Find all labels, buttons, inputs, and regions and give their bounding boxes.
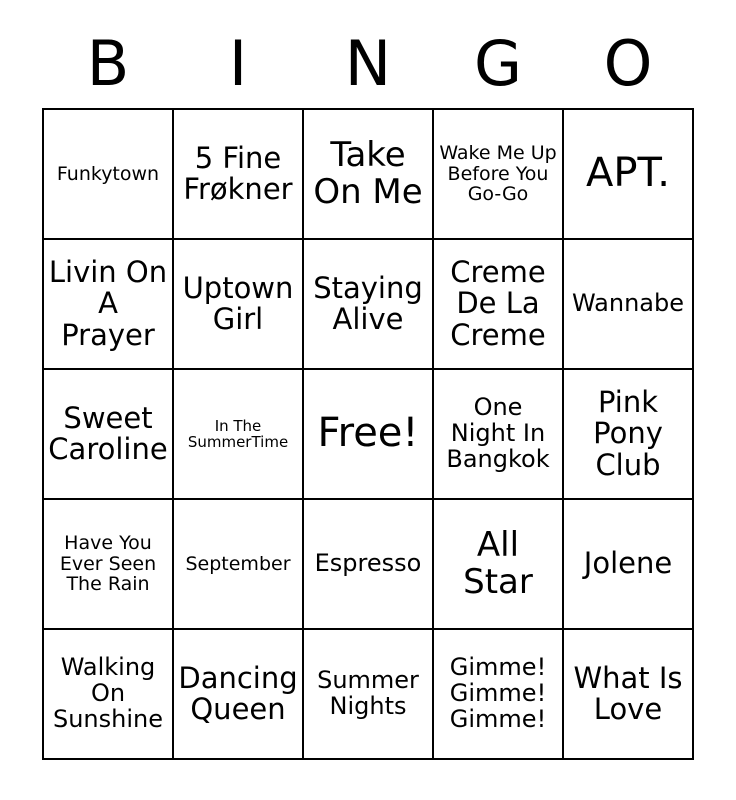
bingo-cell[interactable] (434, 500, 564, 630)
bingo-cell-label: September (185, 552, 291, 575)
bingo-cell[interactable] (304, 110, 434, 240)
bingo-cell-label: Sweet Caroline (48, 400, 168, 466)
bingo-cell[interactable] (434, 630, 564, 760)
bingo-cell-label: Uptown Girl (182, 270, 294, 336)
bingo-cell-label: Dancing Queen (178, 660, 298, 726)
bingo-cell-label: Funkytown (56, 162, 160, 185)
bingo-cell-label: APT. (586, 150, 670, 197)
bingo-cell-label: One Night In Bangkok (446, 393, 550, 473)
bingo-cell-label: Free! (317, 410, 419, 457)
bingo-cell[interactable] (564, 630, 694, 760)
bingo-cell-label: Creme De La Creme (450, 255, 546, 352)
bingo-cell-label: What Is Love (573, 660, 683, 726)
bingo-header (43, 0, 693, 100)
bingo-cell[interactable] (174, 500, 304, 630)
bingo-cell[interactable] (304, 630, 434, 760)
header-letter-b: B (86, 27, 130, 100)
bingo-cell[interactable] (434, 110, 564, 240)
bingo-cell-free[interactable] (304, 370, 434, 500)
bingo-cell[interactable] (174, 240, 304, 370)
bingo-cell[interactable] (174, 110, 304, 240)
bingo-cell-label: Pink Pony Club (593, 385, 663, 482)
bingo-cell-label: Have You Ever Seen The Rain (59, 532, 157, 596)
bingo-cell[interactable] (564, 110, 694, 240)
bingo-cell-label: Livin On A Prayer (48, 255, 168, 352)
header-letter-o: O (603, 27, 653, 100)
header-letter-i: I (228, 27, 248, 100)
bingo-cell-label: 5 Fine Frøkner (183, 140, 293, 206)
bingo-cell-label: Wannabe (571, 289, 685, 318)
bingo-cell[interactable] (174, 370, 304, 500)
bingo-cell[interactable] (564, 370, 694, 500)
bingo-cell[interactable] (44, 630, 174, 760)
bingo-cell-label: Staying Alive (313, 270, 423, 336)
bingo-cell[interactable] (44, 240, 174, 370)
bingo-cell[interactable] (564, 240, 694, 370)
bingo-cell-label: Take On Me (313, 135, 423, 212)
bingo-cell-label: In The SummerTime (187, 416, 289, 451)
bingo-cell[interactable] (174, 630, 304, 760)
bingo-cell[interactable] (304, 500, 434, 630)
header-letter-g: G (473, 27, 523, 100)
bingo-cell-label: Jolene (583, 546, 673, 581)
bingo-cell[interactable] (304, 240, 434, 370)
bingo-cell[interactable] (44, 500, 174, 630)
header-letter-n: N (344, 27, 392, 100)
bingo-cell-label: All Star (463, 525, 533, 602)
bingo-cell[interactable] (564, 500, 694, 630)
bingo-cell-label: Wake Me Up Before You Go-Go (439, 142, 557, 206)
bingo-cell-label: Summer Nights (317, 666, 419, 720)
bingo-cell-label: Gimme! Gimme! Gimme! (449, 653, 547, 733)
bingo-cell[interactable] (434, 240, 564, 370)
bingo-grid (42, 108, 694, 760)
bingo-cell[interactable] (44, 370, 174, 500)
bingo-cell[interactable] (434, 370, 564, 500)
bingo-cell-label: Espresso (314, 549, 422, 578)
bingo-cell-label: Walking On Sunshine (52, 653, 163, 733)
bingo-cell[interactable] (44, 110, 174, 240)
